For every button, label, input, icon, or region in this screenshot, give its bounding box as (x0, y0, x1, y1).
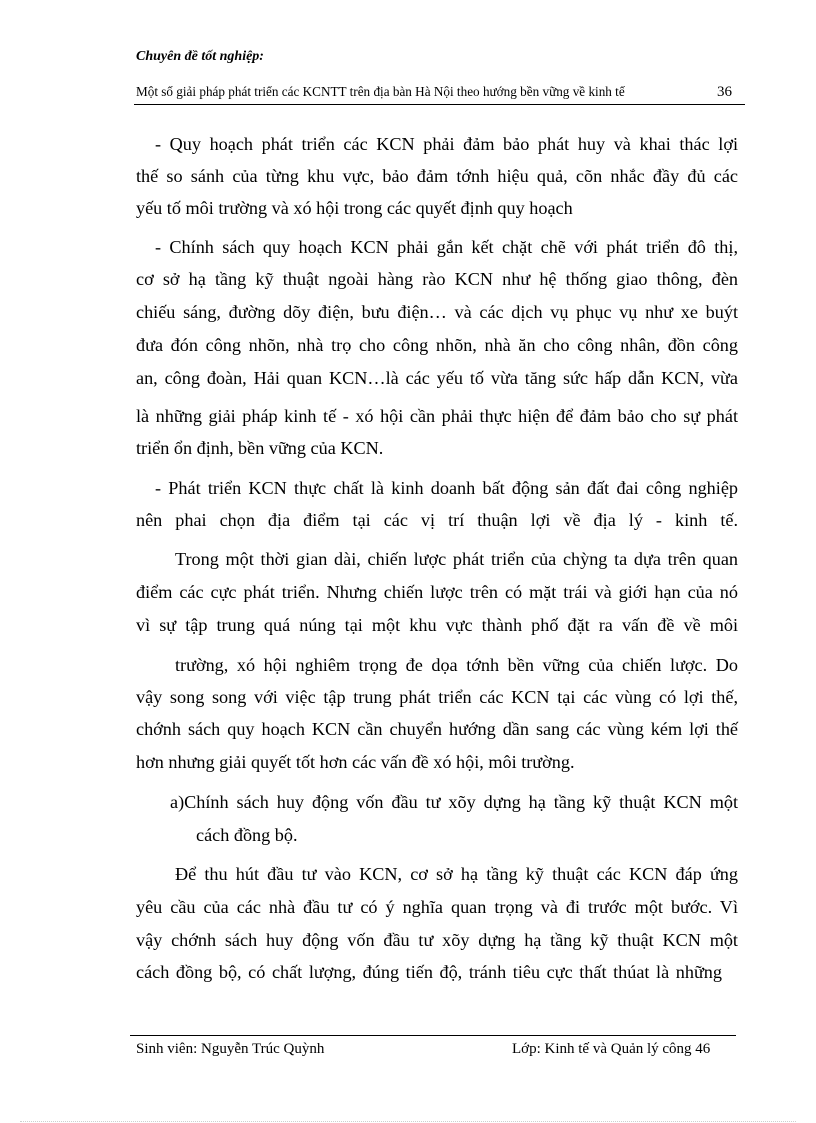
body-line: thế so sánh của từng khu vực, bảo đảm tớnh hiệu quả, cõn nhắc đầy đủ các (136, 166, 738, 186)
body-line: chớnh sách quy hoạch KCN cần chuyển hướng dần sang các vùng kém lợi thế (136, 719, 738, 739)
body-line: điểm các cực phát triển. Nhưng chiến lược trên có mặt trái và giới hạn của nó (136, 582, 738, 602)
footer-student: Sinh viên: Nguyễn Trúc Quỳnh (136, 1041, 325, 1057)
body-line: yếu tố môi trường và xó hội trong các quyết định quy hoạch (136, 198, 573, 218)
body-line: Để thu hút đầu tư vào KCN, cơ sở hạ tầng kỹ thuật các KCN đáp ứng (175, 864, 738, 884)
body-line: vậy song song với việc tập trung phát triển các KCN tại các vùng có lợi thế, (136, 687, 738, 707)
body-line: yêu cầu của các nhà đầu tư có ý nghĩa quan trọng và đi trước một bước. Vì (136, 897, 738, 917)
document-subtitle: Một số giải pháp phát triển các KCNTT trên địa bàn Hà Nội theo hướng bền vững về kinh tế (136, 84, 625, 99)
body-line: cách đồng bộ, có chất lượng, đúng tiến độ, tránh tiêu cực thất thúat là những (136, 962, 722, 982)
document-type-title: Chuyên đề tốt nghiệp: (136, 49, 264, 64)
body-line: - Chính sách quy hoạch KCN phải gắn kết chặt chẽ với phát triển đô thị, (155, 237, 738, 257)
body-line: vì sự tập trung quá núng tại một khu vực thành phố đặt ra vấn đề về môi (136, 615, 738, 635)
body-line: Trong một thời gian dài, chiến lược phát triển của chỳng ta dựa trên quan (175, 549, 738, 569)
header-divider (134, 104, 745, 105)
body-line: là những giải pháp kinh tế - xó hội cần phải thực hiện để đảm bảo cho sự phát (136, 406, 738, 426)
body-line: đưa đón công nhõn, nhà trọ cho công nhõn, nhà ăn cho công nhân, đồn công (136, 335, 738, 355)
body-line: cơ sở hạ tầng kỹ thuật ngoài hàng rào KCN như hệ thống giao thông, đèn (136, 269, 738, 289)
page-number: 36 (717, 84, 732, 100)
page-bottom-border (20, 1121, 796, 1122)
body-line: trường, xó hội nghiêm trọng đe dọa tớnh bền vững của chiến lược. Do (175, 655, 738, 675)
body-line: chiếu sáng, đường dõy điện, bưu điện… và các dịch vụ phục vụ như xe buýt (136, 302, 738, 322)
body-line: hơn nhưng giải quyết tốt hơn các vấn đề xó hội, môi trường. (136, 752, 575, 772)
section-heading-line: a)Chính sách huy động vốn đầu tư xõy dựng hạ tầng kỹ thuật KCN một (170, 792, 738, 812)
section-heading-line: cách đồng bộ. (196, 825, 298, 845)
footer-class: Lớp: Kinh tế và Quản lý công 46 (512, 1041, 711, 1057)
body-line: nên phai chọn địa điểm tại các vị trí thuận lợi về địa lý - kinh tế. (136, 510, 738, 530)
body-line: an, công đoàn, Hải quan KCN…là các yếu tố vừa tăng sức hấp dẫn KCN, vừa (136, 368, 738, 388)
body-line: - Quy hoạch phát triển các KCN phải đảm bảo phát huy và khai thác lợi (155, 134, 738, 154)
body-line: vậy chớnh sách huy động vốn đầu tư xõy dựng hạ tầng kỹ thuật KCN một (136, 930, 738, 950)
body-line: - Phát triển KCN thực chất là kinh doanh bất động sản đất đai công nghiệp (155, 478, 738, 498)
body-line: triển ổn định, bền vững của KCN. (136, 438, 384, 458)
footer-divider (130, 1035, 736, 1036)
